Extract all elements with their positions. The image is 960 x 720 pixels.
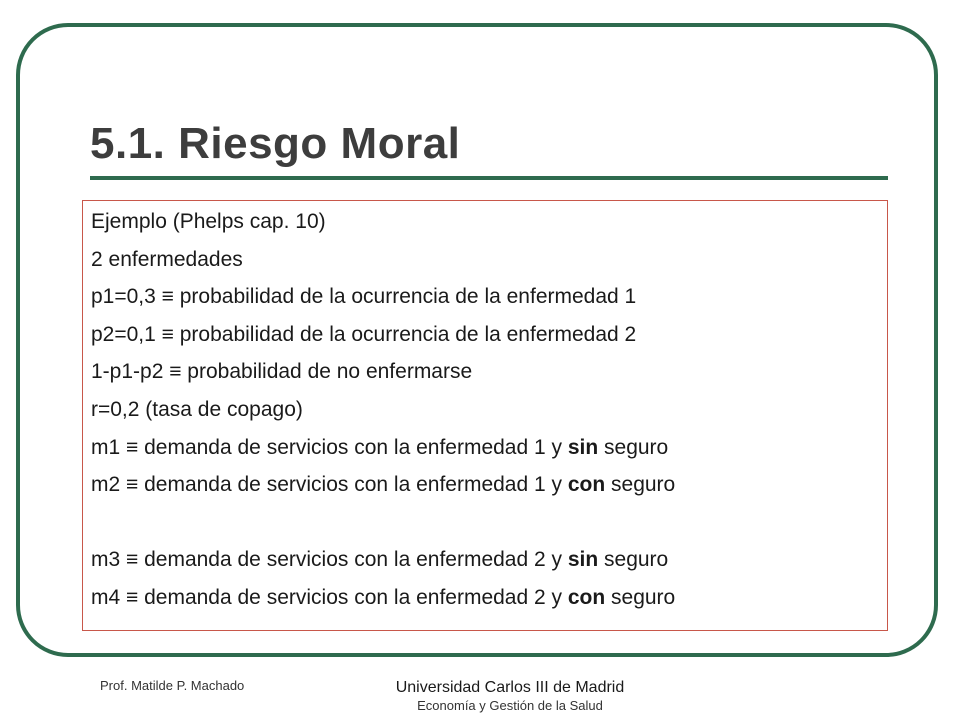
line-text: p1=0,3 ≡ probabilidad de la ocurrencia de la enfermedad 1 — [91, 285, 637, 309]
content-line — [91, 278, 883, 316]
content-line — [91, 241, 883, 279]
line-text: seguro — [605, 473, 676, 497]
slide-title: 5.1. Riesgo Moral — [90, 119, 461, 168]
content-line — [91, 353, 883, 391]
line-text: r=0,2 (tasa de copago) — [91, 397, 303, 421]
line-text: m1 ≡ demanda de servicios con la enfermedad 1 y — [91, 435, 568, 459]
content-line — [91, 203, 883, 241]
line-text: 2 enfermedades — [91, 247, 243, 271]
emphasis-text: con — [567, 585, 606, 609]
content-box — [82, 200, 888, 631]
content-line — [91, 316, 883, 354]
content-line — [91, 579, 883, 617]
line-text: 1-p1-p2 ≡ probabilidad de no enfermarse — [91, 360, 473, 384]
content-line — [91, 541, 883, 579]
footer-department: Economía y Gestión de la Salud — [417, 698, 603, 713]
line-text: m4 ≡ demanda de servicios con la enfermedad 2 y — [91, 585, 568, 609]
content-line-blank — [91, 504, 883, 542]
line-text: m3 ≡ demanda de servicios con la enfermedad 2 y — [91, 548, 568, 572]
emphasis-text: con — [567, 473, 606, 497]
emphasis-text: sin — [567, 435, 599, 459]
line-text: seguro — [598, 435, 669, 459]
line-text: m2 ≡ demanda de servicios con la enfermedad 1 y — [91, 473, 568, 497]
content-lines — [91, 203, 883, 617]
line-text: seguro — [605, 585, 676, 609]
footer-institution — [370, 678, 650, 714]
line-text: Ejemplo (Phelps cap. 10) — [91, 210, 326, 233]
line-text: p2=0,1 ≡ probabilidad de la ocurrencia de la enfermedad 2 — [91, 322, 637, 346]
emphasis-text: sin — [567, 548, 599, 572]
line-text: seguro — [598, 548, 669, 572]
footer-author: Prof. Matilde P. Machado — [100, 678, 245, 693]
content-line — [91, 466, 883, 504]
footer-university: Universidad Carlos III de Madrid — [395, 679, 625, 696]
content-line — [91, 391, 883, 429]
content-line — [91, 429, 883, 467]
title-underline — [90, 176, 888, 180]
